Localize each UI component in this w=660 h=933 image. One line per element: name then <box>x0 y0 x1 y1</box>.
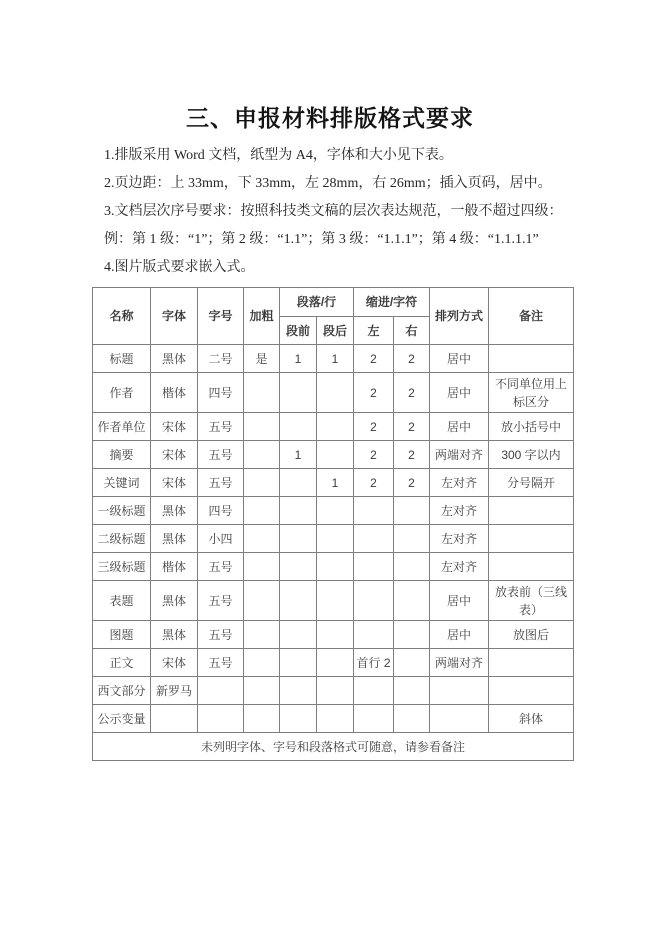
table-cell: 分号隔开 <box>489 469 574 497</box>
table-cell <box>317 649 354 677</box>
table-cell: 斜体 <box>489 705 574 733</box>
table-cell: 图题 <box>93 621 151 649</box>
table-cell <box>317 373 354 413</box>
header-indent-group: 缩进/字符 <box>354 288 430 317</box>
table-cell <box>244 469 280 497</box>
table-cell: 左对齐 <box>430 497 489 525</box>
format-table <box>92 287 574 761</box>
table-cell: 一级标题 <box>93 497 151 525</box>
table-cell: 黑体 <box>151 621 198 649</box>
header-indent-right: 右 <box>394 317 430 345</box>
table-cell: 四号 <box>198 373 244 413</box>
table-header <box>93 288 574 345</box>
table-cell: 2 <box>354 345 394 373</box>
table-cell <box>280 581 317 621</box>
table-cell <box>354 525 394 553</box>
table-cell <box>244 705 280 733</box>
table-cell: 二号 <box>198 345 244 373</box>
table-cell <box>280 705 317 733</box>
table-cell: 两端对齐 <box>430 649 489 677</box>
header-font: 字体 <box>151 288 198 345</box>
table-row <box>93 553 574 581</box>
table-cell: 2 <box>354 469 394 497</box>
table-cell <box>394 497 430 525</box>
table-cell: 三级标题 <box>93 553 151 581</box>
table-cell: 五号 <box>198 581 244 621</box>
table-cell: 居中 <box>430 621 489 649</box>
table-row <box>93 345 574 373</box>
table-cell: 2 <box>354 413 394 441</box>
table-cell: 作者 <box>93 373 151 413</box>
table-cell <box>394 581 430 621</box>
table-cell: 300 字以内 <box>489 441 574 469</box>
table-cell: 居中 <box>430 373 489 413</box>
table-cell <box>430 677 489 705</box>
table-cell: 楷体 <box>151 373 198 413</box>
table-cell <box>317 621 354 649</box>
table-row <box>93 677 574 705</box>
table-cell <box>489 553 574 581</box>
table-cell: 2 <box>394 469 430 497</box>
table-cell <box>244 553 280 581</box>
header-size: 字号 <box>198 288 244 345</box>
table-cell <box>280 525 317 553</box>
table-cell <box>489 525 574 553</box>
page-title: 三、申报材料排版格式要求 <box>186 106 474 131</box>
table-cell <box>280 649 317 677</box>
table-cell: 标题 <box>93 345 151 373</box>
table-cell <box>244 373 280 413</box>
table-cell <box>244 441 280 469</box>
table-cell: 小四 <box>198 525 244 553</box>
footer-note: 未列明字体、字号和段落格式可随意，请参看备注 <box>93 733 574 761</box>
table-cell <box>489 677 574 705</box>
table-cell: 1 <box>317 469 354 497</box>
table-cell: 不同单位用上标区分 <box>489 373 574 413</box>
table-cell <box>317 581 354 621</box>
table-cell <box>354 497 394 525</box>
table-cell: 左对齐 <box>430 553 489 581</box>
header-paragraph-group: 段落/行 <box>280 288 354 317</box>
table-cell <box>317 413 354 441</box>
table-row <box>93 525 574 553</box>
table-cell <box>244 413 280 441</box>
paragraph-4: 4.图片版式要求嵌入式。 <box>104 260 255 275</box>
paragraph-3-example: 例：第 1 级：“1”；第 2 级：“1.1”；第 3 级：“1.1.1”；第 4 级：“1.1.1.1” <box>104 232 539 247</box>
table-cell: 黑体 <box>151 581 198 621</box>
table-cell: 关键词 <box>93 469 151 497</box>
paragraph-block <box>0 142 660 282</box>
header-para-after: 段后 <box>317 317 354 345</box>
table-cell <box>280 469 317 497</box>
table-cell <box>354 581 394 621</box>
table-cell <box>394 649 430 677</box>
table-cell: 宋体 <box>151 441 198 469</box>
table-row <box>93 705 574 733</box>
table-cell: 2 <box>394 441 430 469</box>
table-cell <box>280 621 317 649</box>
table-cell <box>394 525 430 553</box>
table-cell: 五号 <box>198 649 244 677</box>
table-cell <box>317 441 354 469</box>
table-cell: 五号 <box>198 553 244 581</box>
table-cell <box>354 705 394 733</box>
table-cell: 放表前（三线表） <box>489 581 574 621</box>
table-cell <box>244 677 280 705</box>
table-row <box>93 649 574 677</box>
table-cell: 正文 <box>93 649 151 677</box>
table-cell: 1 <box>317 345 354 373</box>
table-cell: 表题 <box>93 581 151 621</box>
table-cell: 五号 <box>198 413 244 441</box>
header-indent-left: 左 <box>354 317 394 345</box>
table-cell <box>354 621 394 649</box>
table-cell <box>317 677 354 705</box>
table-cell: 左对齐 <box>430 525 489 553</box>
table-cell: 居中 <box>430 345 489 373</box>
table-cell: 1 <box>280 441 317 469</box>
table-cell <box>198 705 244 733</box>
table-cell <box>244 497 280 525</box>
table-cell: 宋体 <box>151 413 198 441</box>
table-cell <box>394 553 430 581</box>
table-cell: 楷体 <box>151 553 198 581</box>
table-row <box>93 413 574 441</box>
table-cell: 左对齐 <box>430 469 489 497</box>
table-cell: 五号 <box>198 621 244 649</box>
table-cell: 新罗马 <box>151 677 198 705</box>
table-cell <box>317 705 354 733</box>
table-cell: 2 <box>394 373 430 413</box>
header-bold: 加粗 <box>244 288 280 345</box>
table-cell: 西文部分 <box>93 677 151 705</box>
header-name: 名称 <box>93 288 151 345</box>
table-cell: 五号 <box>198 469 244 497</box>
table-cell <box>394 705 430 733</box>
table-cell <box>244 581 280 621</box>
table-cell: 五号 <box>198 441 244 469</box>
paragraph-3: 3.文档层次序号要求：按照科技类文稿的层次表达规范，一般不超过四级： <box>104 204 563 219</box>
table-cell: 2 <box>394 413 430 441</box>
footer-row <box>93 733 574 761</box>
table-cell: 居中 <box>430 413 489 441</box>
header-para-before: 段前 <box>280 317 317 345</box>
table-cell <box>280 553 317 581</box>
table-cell <box>244 621 280 649</box>
table-cell: 是 <box>244 345 280 373</box>
table-cell: 黑体 <box>151 525 198 553</box>
table-cell: 四号 <box>198 497 244 525</box>
table-cell <box>489 497 574 525</box>
table-cell: 居中 <box>430 581 489 621</box>
table-cell <box>354 553 394 581</box>
table-cell <box>430 705 489 733</box>
table-cell <box>280 497 317 525</box>
table-cell <box>244 649 280 677</box>
table-cell: 二级标题 <box>93 525 151 553</box>
table-footer <box>93 733 574 761</box>
table-row <box>93 497 574 525</box>
table-cell <box>394 677 430 705</box>
table-row <box>93 469 574 497</box>
table-cell: 2 <box>354 373 394 413</box>
paragraph-1: 1.排版采用 Word 文档，纸型为 A4，字体和大小见下表。 <box>104 148 453 163</box>
format-table-body <box>93 345 574 733</box>
table-cell: 两端对齐 <box>430 441 489 469</box>
table-cell: 2 <box>394 345 430 373</box>
table-cell <box>280 373 317 413</box>
table-cell <box>354 677 394 705</box>
table-cell: 公示变量 <box>93 705 151 733</box>
table-cell: 摘要 <box>93 441 151 469</box>
table-cell <box>280 413 317 441</box>
table-cell <box>489 345 574 373</box>
table-row <box>93 621 574 649</box>
table-cell <box>394 621 430 649</box>
table-cell: 黑体 <box>151 497 198 525</box>
table-cell: 首行 2 <box>354 649 394 677</box>
header-remark: 备注 <box>489 288 574 345</box>
table-cell <box>280 677 317 705</box>
table-cell: 黑体 <box>151 345 198 373</box>
header-align: 排列方式 <box>430 288 489 345</box>
table-cell <box>317 497 354 525</box>
table-cell: 作者单位 <box>93 413 151 441</box>
table-cell <box>317 553 354 581</box>
paragraph-2: 2.页边距：上 33mm，下 33mm，左 28mm，右 26mm；插入页码，居中。 <box>104 176 552 191</box>
table-cell <box>489 649 574 677</box>
table-row <box>93 581 574 621</box>
table-cell: 2 <box>354 441 394 469</box>
table-cell: 宋体 <box>151 469 198 497</box>
table-cell: 宋体 <box>151 649 198 677</box>
table-row <box>93 441 574 469</box>
table-cell: 放图后 <box>489 621 574 649</box>
table-cell: 1 <box>280 345 317 373</box>
table-cell: 放小括号中 <box>489 413 574 441</box>
table-row <box>93 373 574 413</box>
table-cell <box>198 677 244 705</box>
table-cell <box>244 525 280 553</box>
header-row-1 <box>93 288 574 317</box>
table-cell <box>151 705 198 733</box>
table-cell <box>317 525 354 553</box>
